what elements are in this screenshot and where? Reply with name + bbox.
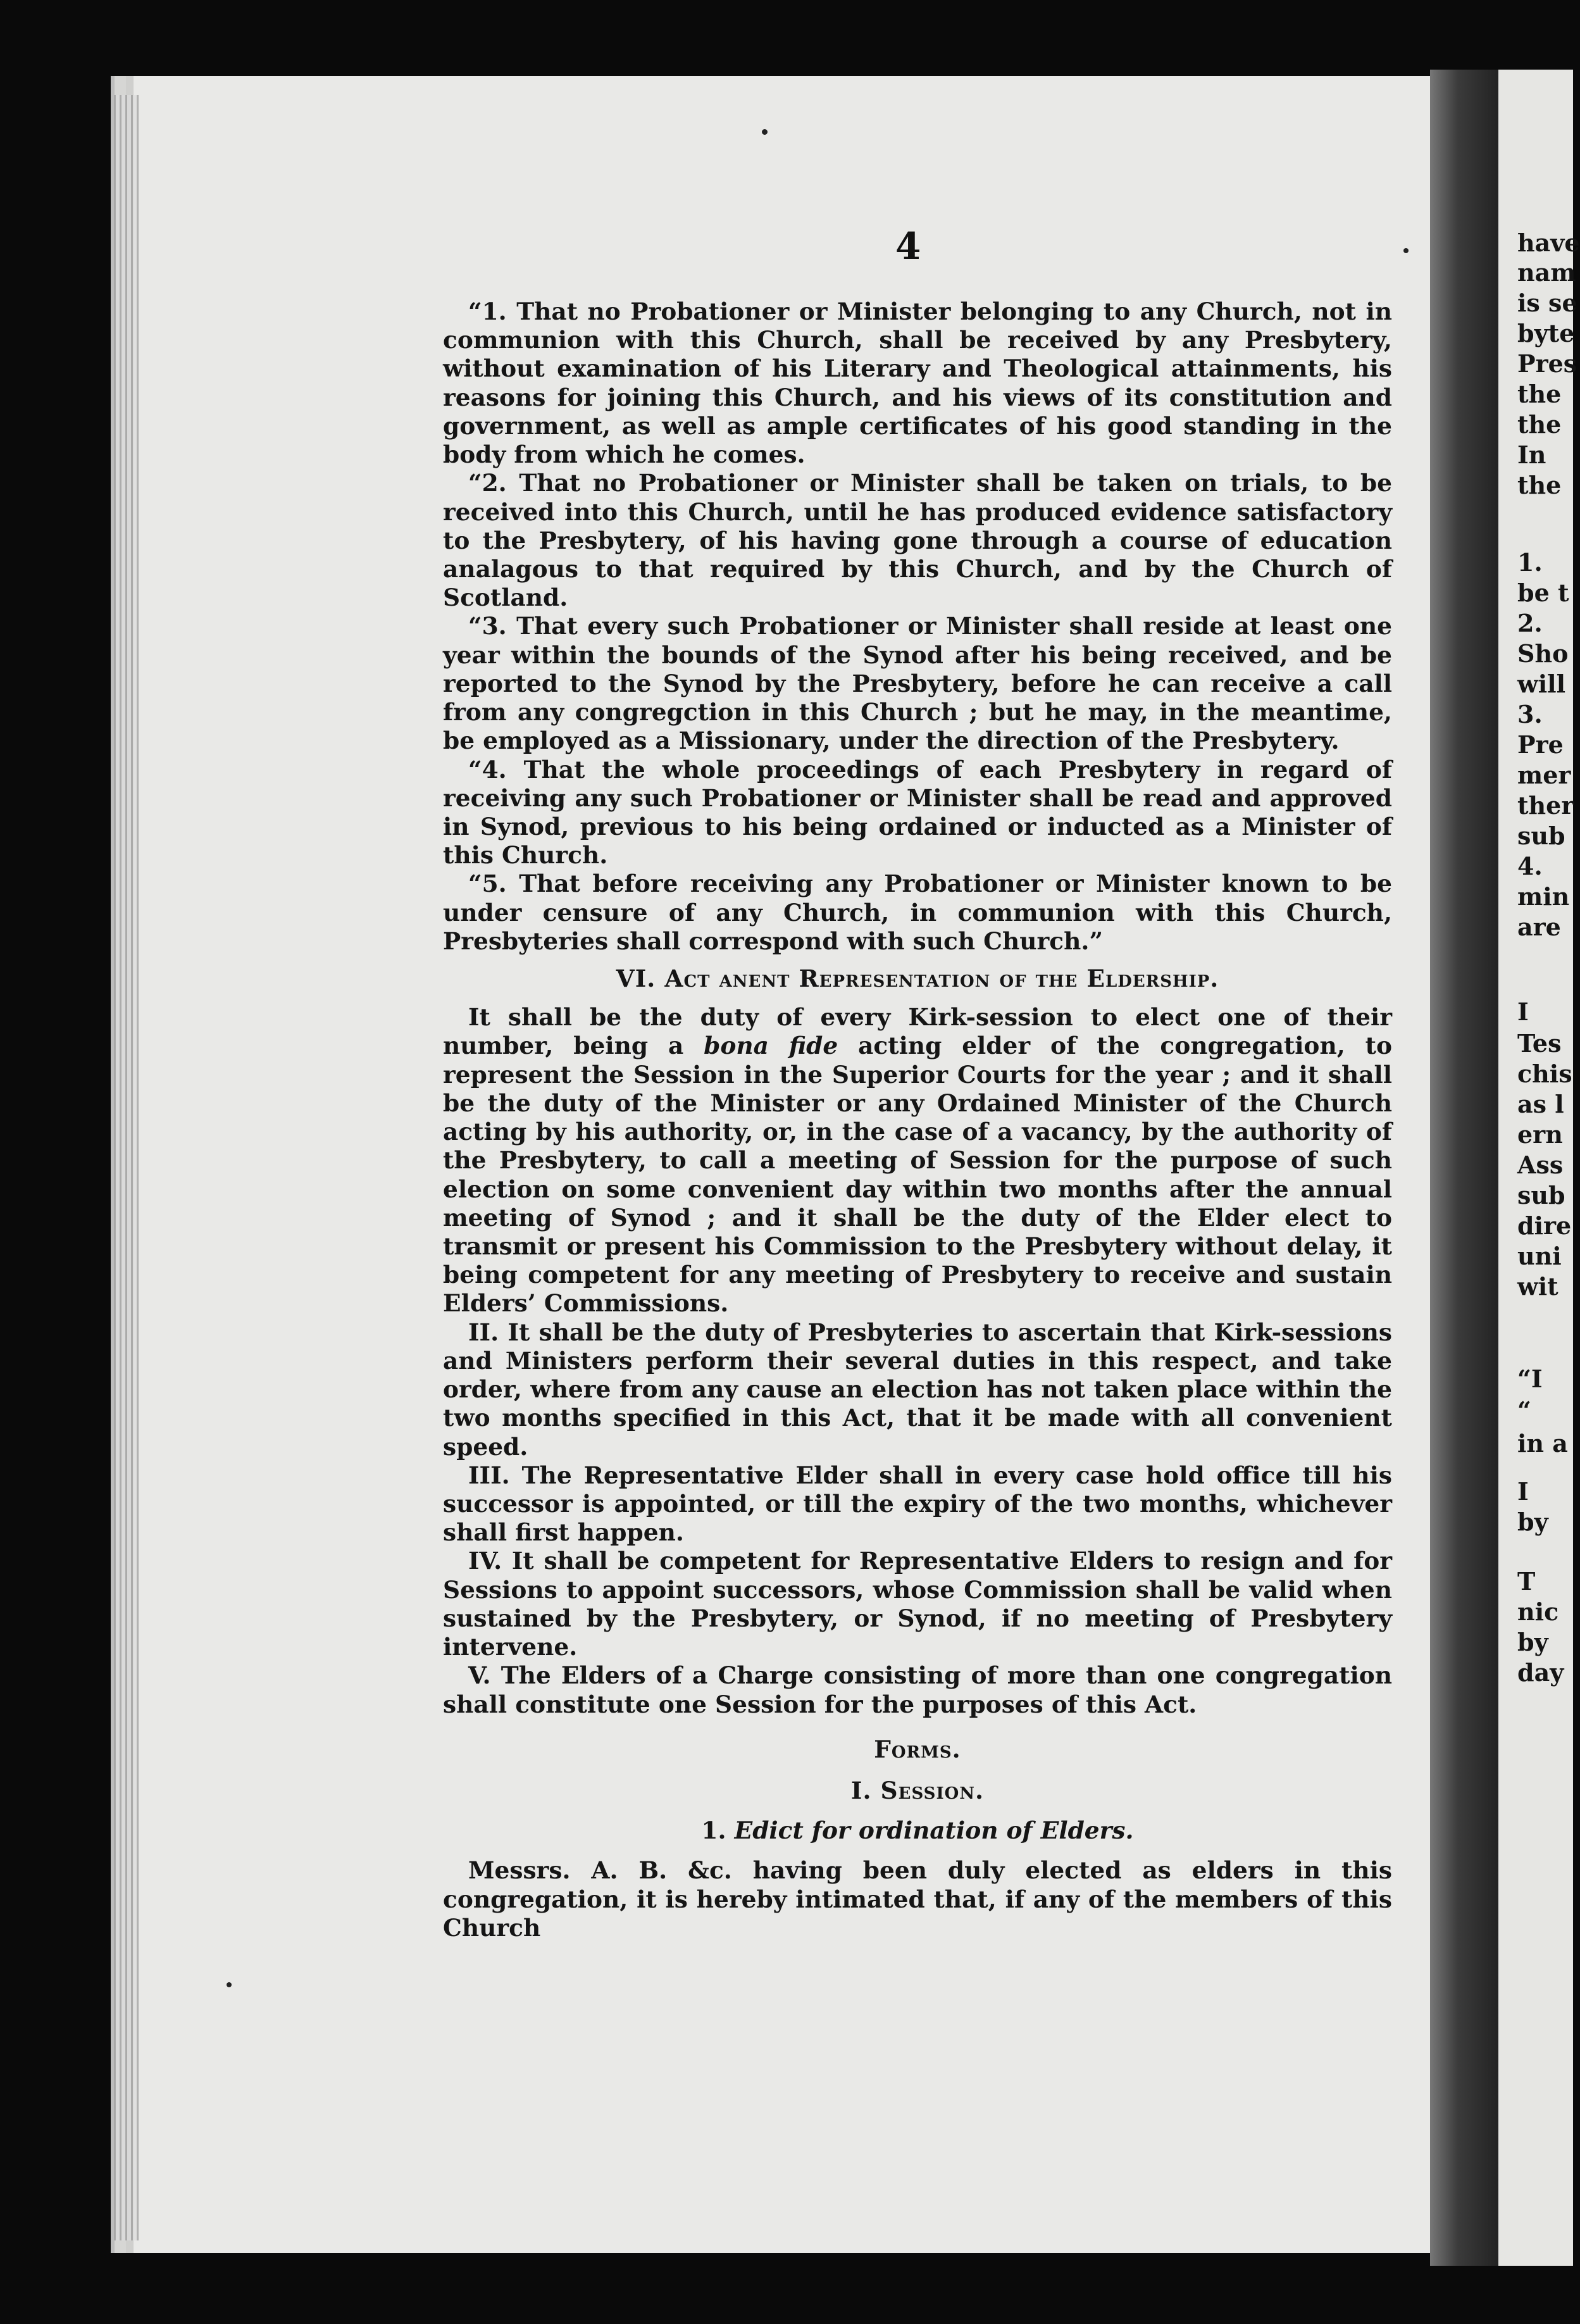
adjacent-page-word: chis bbox=[1517, 1059, 1572, 1088]
form-body: Messrs. A. B. &c. having been duly elected as elders in this congregation, it is hereby intimated that, if any of the members of this Church bbox=[443, 1856, 1392, 1942]
section-heading: VI. Act anent Representation of the Eldership. bbox=[616, 965, 1219, 993]
act-paragraph-2: II. It shall be the duty of Presbyteries to ascertain that Kirk-sessions and Ministers perform their several duties in this respect, and take order, where from any cause an election has not taken place within the two months specified in this Act, that it be made with all convenient speed. bbox=[443, 1318, 1392, 1461]
page-number: 4 bbox=[895, 225, 921, 268]
adjacent-page-word: dire bbox=[1517, 1211, 1572, 1240]
act-paragraph-1: It shall be the duty of every Kirk-session to elect one of their number, being a bona fide acting elder of the congregation, to represent the Session in the Superior Courts for the year ; and it shall be the duty of the Minister or any Ordained Minister of the Church acting by his authority, or, in the case of a vacancy, by the authority of the Presbytery, to call a meeting of Session for the purpose of such election on some convenient day within two months after the annual meeting of Synod ; and it shall be the duty of the Elder elect to transmit or present his Commission to the Presbytery without delay, it being competent for any meeting of Presbytery to receive and sustain Elders’ Commissions. bbox=[443, 1003, 1392, 1318]
resolution-5: “5. That before receiving any Probationer or Minister known to be under censure of any Church, in communion with this Church, Presbyteries shall correspond with such Church.” bbox=[443, 870, 1392, 955]
adjacent-page-word: sub bbox=[1517, 822, 1565, 850]
adjacent-page-word: Pre bbox=[1517, 730, 1564, 759]
adjacent-page-word: “I bbox=[1517, 1365, 1543, 1393]
resolution-1: “1. That no Probationer or Minister belonging to any Church, not in communion with this Church, shall be received by any Presbytery, without examination of his Literary and Theological attainments, his reasons for joining this Church, and his views of its constitution and government, as well as ample certificates of his good standing in the body from which he comes. bbox=[443, 297, 1392, 469]
resolution-3: “3. That every such Probationer or Minister shall reside at least one year within the bounds of the Synod after his being received, and be reported to the Synod by the Presbytery, before he can receive a call from any congregction in this Church ; but he may, in the meantime, be employed as a Missionary, under the direction of the Presbytery. bbox=[443, 612, 1392, 755]
adjacent-page-word: the bbox=[1517, 471, 1562, 499]
form-item-title: 1. Edict for ordination of Elders. bbox=[701, 1816, 1134, 1845]
adjacent-page-word: ther bbox=[1517, 791, 1574, 820]
speck bbox=[1403, 248, 1409, 253]
adjacent-page-word: 4. bbox=[1517, 852, 1543, 880]
adjacent-page-word: min bbox=[1517, 882, 1570, 911]
adjacent-page-word: Pres bbox=[1517, 349, 1577, 378]
adjacent-page-word: In bbox=[1517, 440, 1546, 469]
adjacent-page-word: uni bbox=[1517, 1242, 1562, 1270]
adjacent-page-word: nam bbox=[1517, 258, 1576, 287]
book-gutter bbox=[1430, 70, 1500, 2266]
adjacent-page-word: the bbox=[1517, 410, 1562, 439]
forms-title: Forms. bbox=[874, 1735, 961, 1763]
adjacent-page-word: in a bbox=[1517, 1429, 1568, 1458]
adjacent-page-word: by bbox=[1517, 1508, 1548, 1536]
adjacent-page-word: day bbox=[1517, 1658, 1564, 1687]
adjacent-page-fragment bbox=[1498, 70, 1580, 2266]
adjacent-page-word: I bbox=[1517, 997, 1529, 1026]
adjacent-page-word: 1. bbox=[1517, 548, 1543, 577]
speck bbox=[227, 1982, 232, 1987]
adjacent-page-word: Tes bbox=[1517, 1029, 1562, 1058]
adjacent-page-word: nic bbox=[1517, 1597, 1559, 1626]
adjacent-page-word: I bbox=[1517, 1477, 1529, 1506]
adjacent-page-word: mer bbox=[1517, 761, 1571, 789]
adjacent-page-word: have bbox=[1517, 228, 1580, 257]
speck bbox=[762, 129, 768, 135]
adjacent-page-word: the bbox=[1517, 380, 1562, 408]
adjacent-page-word: ern bbox=[1517, 1120, 1563, 1149]
act-paragraph-3: III. The Representative Elder shall in every case hold office till his successor is appointed, or till the expiry of the two months, whichever shall first happen. bbox=[443, 1461, 1392, 1547]
adjacent-page-word: 3. bbox=[1517, 700, 1543, 728]
act-paragraph-4: IV. It shall be competent for Representative Elders to resign and for Sessions to appoint successors, whose Commission shall be valid when sustained by the Presbytery, or Synod, if no meeting of Presbytery intervene. bbox=[443, 1547, 1392, 1661]
adjacent-page-word: is se bbox=[1517, 289, 1577, 317]
adjacent-page-word: wit bbox=[1517, 1272, 1558, 1301]
resolution-4: “4. That the whole proceedings of each Presbytery in regard of receiving any such Probationer or Minister shall be read and approved in Synod, previous to his being ordained or inducted as a Minister of this Church. bbox=[443, 755, 1392, 870]
forms-section-title: I. Session. bbox=[850, 1776, 985, 1804]
adjacent-page-word: “ bbox=[1517, 1396, 1531, 1425]
adjacent-page-word: T bbox=[1517, 1567, 1536, 1596]
adjacent-page-word: as l bbox=[1517, 1090, 1564, 1118]
page-edge-stack bbox=[114, 95, 139, 2240]
resolution-2: “2. That no Probationer or Minister shall be taken on trials, to be received into this Church, until he has produced evidence satisfactory to the Presbytery, of his having gone through a course of education analagous to that required by this Church, and by the Church of Scotland. bbox=[443, 469, 1392, 612]
adjacent-page-word: sub bbox=[1517, 1181, 1565, 1209]
page-body bbox=[443, 297, 1392, 1942]
adjacent-page-word: will bbox=[1517, 670, 1566, 698]
adjacent-page-word: be t bbox=[1517, 578, 1569, 607]
adjacent-page-word: by bbox=[1517, 1628, 1548, 1656]
adjacent-page-word: 2. bbox=[1517, 609, 1543, 637]
act-paragraph-5: V. The Elders of a Charge consisting of more than one congregation shall constitute one Session for the purposes of this Act. bbox=[443, 1661, 1392, 1718]
adjacent-page-word: are bbox=[1517, 913, 1561, 941]
adjacent-page-word: Ass bbox=[1517, 1151, 1564, 1179]
adjacent-page-word: byte bbox=[1517, 319, 1575, 347]
adjacent-page-word: Sho bbox=[1517, 639, 1569, 668]
